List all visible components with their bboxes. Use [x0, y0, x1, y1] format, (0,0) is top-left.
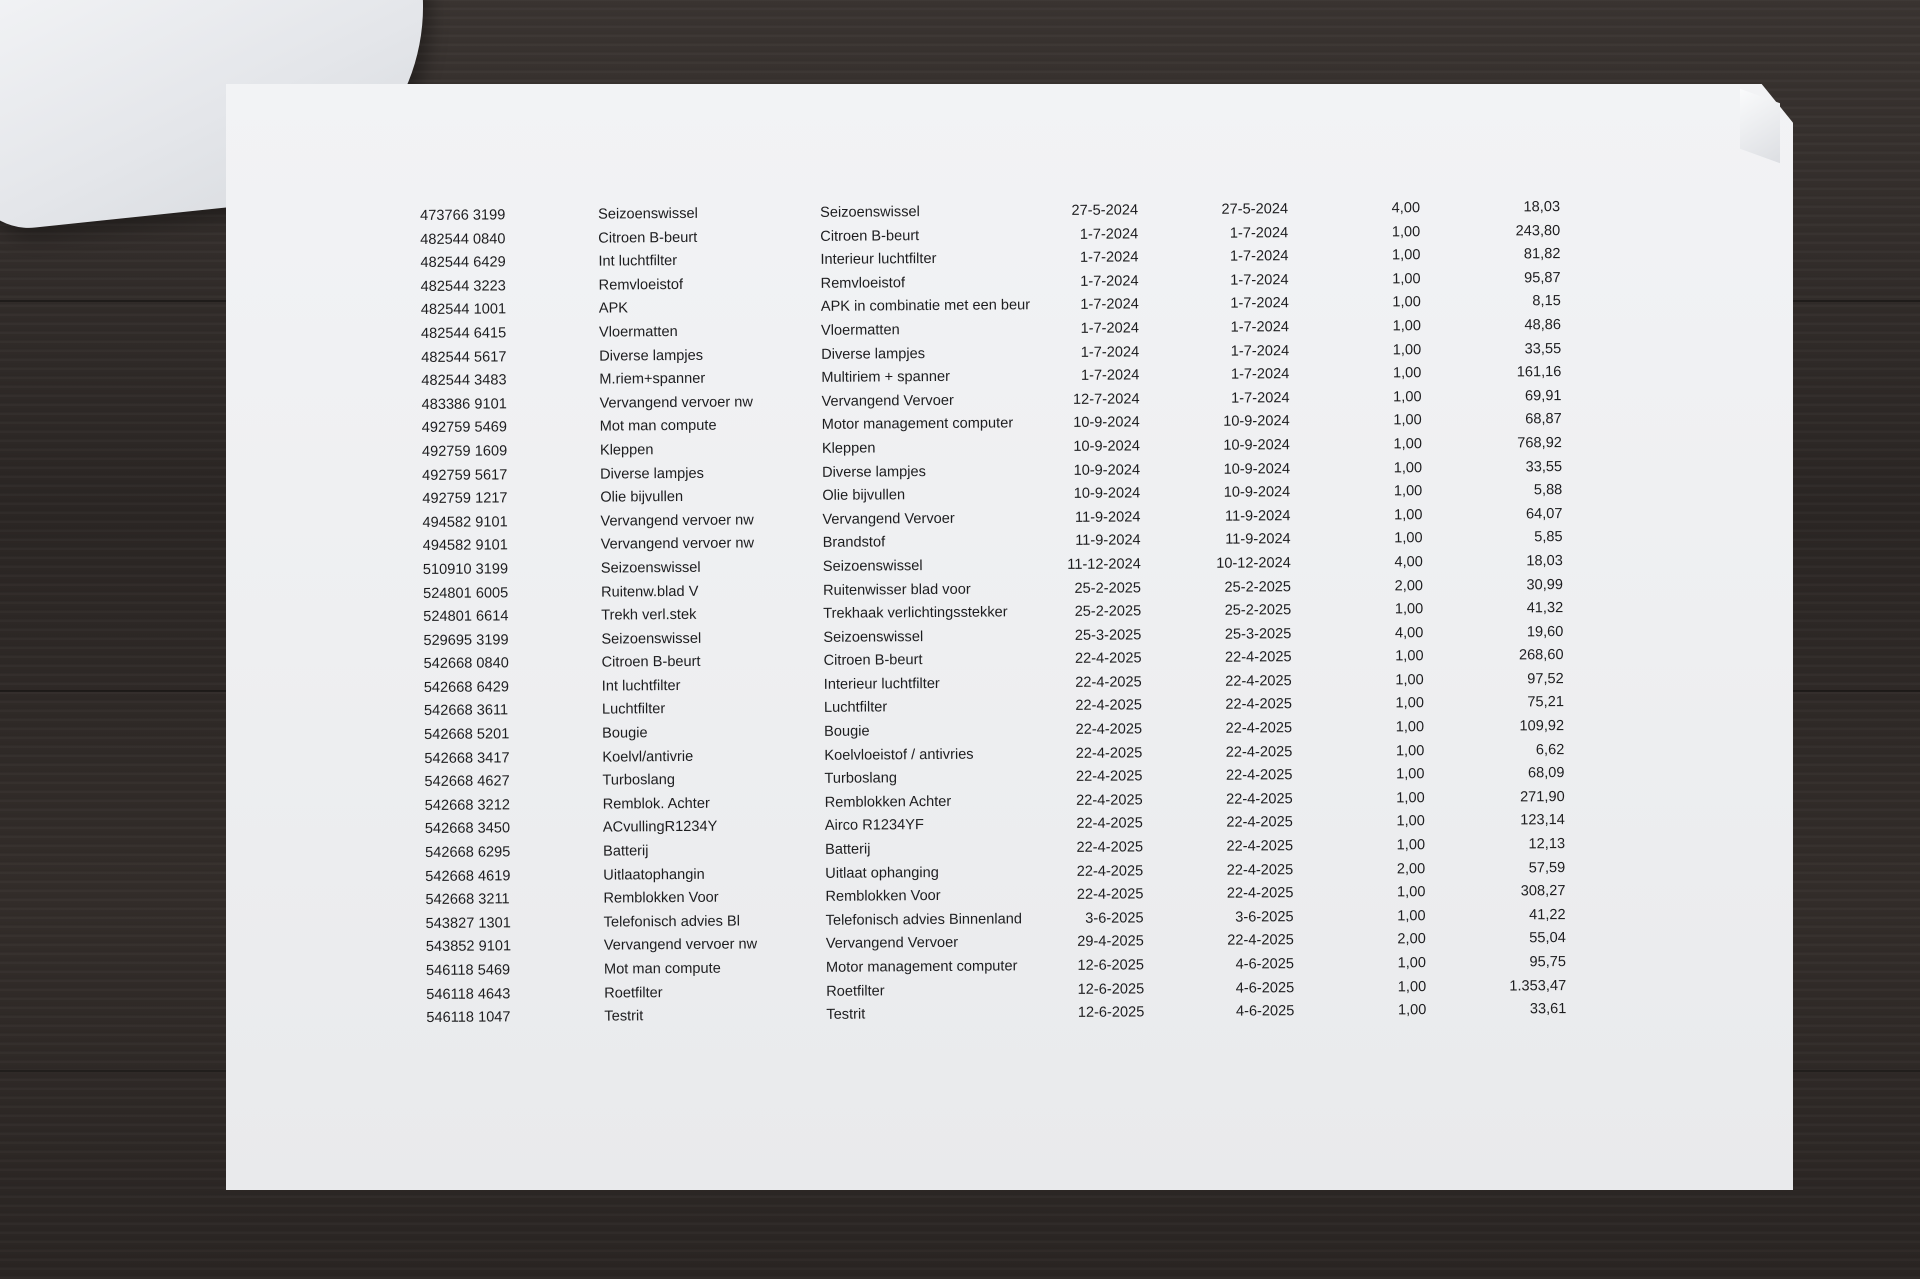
work-date: 10-9-2024 [1223, 460, 1291, 478]
invoice-date: 22-4-2025 [1075, 721, 1143, 738]
invoice-date: 29-4-2025 [1077, 933, 1144, 951]
amount: 95,87 [1524, 269, 1561, 287]
item-code: 492759 1217 [422, 490, 508, 508]
full-description: Remvloeistof [820, 274, 906, 292]
invoice-date: 1-7-2024 [1080, 320, 1140, 337]
short-description: Mot man compute [603, 960, 721, 978]
amount: 75,21 [1527, 694, 1564, 711]
quantity: 1,00 [1397, 955, 1427, 972]
work-date: 22-4-2025 [1226, 838, 1294, 855]
full-description: Airco R1234YF [824, 817, 924, 835]
short-description: Koelvl/antivrie [602, 748, 694, 766]
amount: 243,80 [1515, 222, 1561, 239]
short-description: Mot man compute [599, 418, 717, 435]
work-date: 25-2-2025 [1224, 602, 1292, 619]
amount: 97,52 [1527, 670, 1564, 688]
short-description: Vervangend vervoer nw [603, 936, 758, 954]
short-description: Vloermatten [598, 323, 678, 341]
full-description: Remblokken Voor [825, 888, 941, 906]
quantity: 4,00 [1391, 200, 1421, 217]
invoice-date: 1-7-2024 [1080, 367, 1140, 384]
amount: 68,87 [1525, 411, 1562, 428]
item-code: 492759 5469 [421, 419, 508, 437]
item-code: 482544 3483 [421, 372, 507, 390]
full-description: Trekhaak verlichtingsstekker [823, 604, 1008, 622]
quantity: 4,00 [1394, 554, 1423, 571]
item-code: 546118 4643 [426, 985, 511, 1003]
short-description: ACvullingR1234Y [602, 819, 718, 837]
invoice-date: 3-6-2025 [1085, 910, 1144, 927]
full-description: Turboslang [824, 770, 898, 788]
quantity: 1,00 [1392, 318, 1422, 335]
short-description: Int luchtfilter [601, 677, 681, 695]
quantity: 1,00 [1393, 506, 1423, 524]
full-description: Seizoenswissel [822, 557, 923, 575]
amount: 69,91 [1524, 387, 1562, 405]
amount: 123,14 [1520, 812, 1565, 829]
amount: 8,15 [1532, 293, 1561, 310]
item-code: 482544 6415 [420, 325, 507, 342]
work-date: 3-6-2025 [1235, 908, 1294, 926]
full-description: Interieur luchtfilter [823, 675, 940, 693]
invoice-date: 1-7-2024 [1080, 296, 1139, 314]
full-description: Multiriem + spanner [821, 368, 950, 387]
item-code: 524801 6614 [423, 608, 509, 626]
quantity: 1,00 [1392, 270, 1421, 288]
quantity: 2,00 [1396, 860, 1426, 877]
invoice-date: 22-4-2025 [1076, 792, 1143, 809]
amount: 41,32 [1526, 600, 1564, 617]
quantity: 1,00 [1394, 601, 1424, 618]
invoice-date: 22-4-2025 [1075, 768, 1143, 786]
full-description: Diverse lampjes [821, 345, 926, 363]
invoice-date: 22-4-2025 [1075, 697, 1143, 715]
work-date: 4-6-2025 [1235, 956, 1295, 973]
short-description: Ruitenw.blad V [600, 583, 699, 601]
amount: 33,61 [1529, 1001, 1567, 1018]
item-code: 482544 3223 [420, 278, 506, 295]
amount: 1.353,47 [1509, 977, 1567, 995]
invoice-date: 25-3-2025 [1074, 627, 1142, 644]
short-description: APK [598, 300, 629, 317]
short-description: Remblokken Voor [603, 889, 719, 907]
amount: 268,60 [1518, 647, 1564, 664]
work-date: 22-4-2025 [1225, 767, 1293, 784]
short-description: Vervangend vervoer nw [600, 512, 754, 530]
item-code: 542668 4627 [424, 773, 510, 791]
invoice-date: 1-7-2024 [1080, 343, 1140, 361]
full-description: APK in combinatie met een beur [820, 297, 1031, 316]
item-code: 483386 9101 [421, 396, 507, 413]
quantity: 1,00 [1393, 436, 1422, 453]
quantity: 1,00 [1393, 412, 1422, 429]
work-date: 1-7-2024 [1230, 366, 1290, 383]
full-description: Vloermatten [820, 322, 900, 339]
invoice-date: 10-9-2024 [1073, 461, 1141, 479]
item-code: 542668 3450 [424, 820, 511, 838]
invoice-date: 22-4-2025 [1076, 862, 1144, 880]
quantity: 1,00 [1394, 530, 1423, 547]
full-description: Vervangend Vervoer [825, 935, 959, 953]
full-description: Bougie [824, 723, 870, 740]
amount: 81,82 [1523, 246, 1561, 263]
quantity: 1,00 [1395, 648, 1424, 665]
full-description: Olie bijvullen [822, 487, 906, 504]
item-code: 492759 5617 [422, 466, 508, 484]
item-code: 494582 9101 [422, 537, 508, 555]
short-description: Vervangend vervoer nw [599, 394, 753, 412]
quantity: 4,00 [1394, 624, 1424, 642]
amount: 308,27 [1520, 883, 1566, 900]
item-code: 542668 6429 [423, 679, 510, 696]
invoice-date: 10-9-2024 [1073, 414, 1140, 432]
full-description: Koelvloeistof / antivries [824, 746, 974, 764]
short-description: Seizoenswissel [600, 559, 701, 577]
full-description: Diverse lampjes [822, 463, 926, 481]
full-description: Luchtfilter [823, 699, 888, 717]
work-date: 22-4-2025 [1226, 791, 1293, 808]
quantity: 1,00 [1395, 672, 1424, 689]
quantity: 2,00 [1397, 931, 1426, 948]
amount: 68,09 [1527, 765, 1565, 782]
quantity: 1,00 [1395, 742, 1425, 760]
short-description: Telefonisch advies Bl [603, 913, 740, 931]
invoice-date: 10-9-2024 [1073, 485, 1141, 502]
item-code: 543827 1301 [425, 915, 511, 932]
short-description: Citroen B-beurt [598, 229, 698, 247]
full-description: Citroen B-beurt [823, 652, 923, 670]
work-date: 1-7-2024 [1230, 271, 1289, 289]
amount: 271,90 [1519, 788, 1565, 806]
amount: 6,62 [1535, 741, 1565, 758]
amount: 95,75 [1529, 954, 1567, 971]
invoice-date: 22-4-2025 [1075, 674, 1142, 691]
short-description: Turboslang [602, 772, 676, 789]
invoice-date: 22-4-2025 [1074, 650, 1142, 668]
full-description: Interieur luchtfilter [820, 251, 937, 269]
amount: 768,92 [1517, 434, 1562, 452]
amount: 30,99 [1526, 576, 1564, 593]
full-description: Ruitenwisser blad voor [822, 581, 971, 599]
short-description: Citroen B-beurt [601, 654, 701, 671]
short-description: Roetfilter [604, 984, 663, 1002]
invoice-date: 12-7-2024 [1072, 391, 1140, 408]
item-code: 482544 6429 [420, 254, 506, 272]
quantity: 1,00 [1393, 459, 1423, 476]
amount: 12,13 [1528, 836, 1566, 853]
work-date: 22-4-2025 [1226, 814, 1293, 832]
work-date: 22-4-2025 [1225, 743, 1293, 761]
full-description: Testrit [826, 1006, 866, 1024]
amount: 48,86 [1524, 317, 1562, 334]
work-date: 1-7-2024 [1230, 295, 1289, 313]
invoice-date: 10-9-2024 [1073, 438, 1140, 455]
full-description: Kleppen [821, 440, 876, 457]
full-description: Telefonisch advies Binnenland [825, 911, 1023, 929]
invoice-date: 22-4-2025 [1076, 886, 1144, 904]
short-description: Uitlaatophangin [603, 866, 705, 884]
short-description: Seizoenswissel [598, 205, 698, 223]
item-code: 482544 0840 [420, 230, 506, 248]
work-date: 1-7-2024 [1229, 224, 1289, 242]
invoice-date: 22-4-2025 [1075, 745, 1143, 762]
invoice-date: 12-6-2025 [1077, 1004, 1145, 1022]
full-description: Batterij [825, 841, 871, 858]
full-description: Seizoenswissel [820, 204, 920, 221]
quantity: 1,00 [1395, 719, 1425, 736]
item-code: 542668 3211 [425, 891, 510, 909]
work-date: 1-7-2024 [1230, 342, 1290, 360]
short-description: Seizoenswissel [601, 630, 702, 648]
item-code: 542668 3212 [424, 797, 510, 814]
short-description: Diverse lampjes [600, 465, 704, 483]
amount: 57,59 [1528, 859, 1566, 876]
item-code: 510910 3199 [422, 561, 509, 578]
amount: 41,22 [1529, 906, 1566, 924]
quantity: 2,00 [1394, 577, 1424, 594]
invoice-date: 1-7-2024 [1080, 273, 1139, 290]
quantity: 1,00 [1396, 813, 1425, 830]
work-date: 1-7-2024 [1231, 389, 1290, 407]
invoice-date: 25-2-2025 [1074, 579, 1142, 597]
full-description: Roetfilter [826, 982, 885, 1000]
full-description: Motor management computer [825, 958, 1018, 976]
amount: 18,03 [1526, 552, 1563, 570]
item-code: 473766 3199 [420, 207, 506, 224]
quantity: 1,00 [1396, 789, 1425, 807]
item-code: 482544 1001 [420, 301, 507, 319]
short-description: M.riem+spanner [599, 370, 706, 388]
full-description: Vervangend Vervoer [821, 392, 954, 410]
ledger-table [420, 197, 1596, 1032]
quantity: 1,00 [1391, 247, 1421, 264]
item-code: 542668 4619 [425, 867, 511, 885]
item-code: 542668 5201 [424, 726, 510, 744]
short-description: Bougie [602, 725, 648, 742]
item-code: 529695 3199 [423, 632, 509, 649]
amount: 18,03 [1523, 199, 1561, 216]
short-description: Testrit [604, 1008, 644, 1025]
invoice-date: 11-12-2024 [1067, 556, 1141, 573]
invoice-date: 11-9-2024 [1074, 509, 1141, 526]
quantity: 1,00 [1396, 837, 1426, 854]
item-code: 543852 9101 [425, 938, 512, 956]
short-description: Trekh verl.stek [601, 606, 697, 624]
invoice-date: 22-4-2025 [1076, 815, 1143, 833]
work-date: 4-6-2025 [1235, 1003, 1295, 1020]
item-code: 542668 0840 [423, 655, 509, 673]
quantity: 1,00 [1397, 1002, 1427, 1019]
work-date: 22-4-2025 [1227, 932, 1294, 950]
quantity: 1,00 [1393, 483, 1423, 500]
quantity: 1,00 [1391, 223, 1421, 240]
quantity: 1,00 [1395, 695, 1425, 712]
invoice-date: 1-7-2024 [1079, 225, 1139, 243]
full-description: Uitlaat ophanging [825, 864, 939, 882]
amount: 5,88 [1533, 482, 1563, 499]
amount: 33,55 [1525, 458, 1563, 475]
quantity: 1,00 [1396, 766, 1425, 783]
work-date: 1-7-2024 [1230, 319, 1290, 336]
work-date: 25-3-2025 [1224, 625, 1292, 643]
full-description: Brandstof [822, 534, 886, 552]
short-description: Olie bijvullen [600, 489, 684, 506]
amount: 161,16 [1516, 364, 1562, 381]
full-description: Motor management computer [821, 415, 1014, 434]
short-description: Diverse lampjes [599, 347, 704, 365]
item-code: 494582 9101 [422, 514, 508, 531]
work-date: 11-9-2024 [1224, 507, 1291, 525]
invoice-date: 27-5-2024 [1071, 202, 1139, 219]
short-description: Luchtfilter [601, 701, 666, 719]
short-description: Int luchtfilter [598, 253, 678, 270]
item-code: 524801 6005 [422, 584, 509, 602]
item-code: 482544 5617 [421, 348, 507, 366]
short-description: Remblok. Achter [602, 795, 710, 813]
invoice-date: 25-2-2025 [1074, 603, 1142, 620]
full-description: Seizoenswissel [823, 628, 924, 646]
full-description: Remblokken Achter [824, 793, 952, 811]
invoice-date: 22-4-2025 [1076, 839, 1144, 856]
item-code: 492759 1609 [421, 443, 508, 460]
quantity: 1,00 [1397, 907, 1426, 925]
quantity: 1,00 [1393, 388, 1422, 406]
item-code: 546118 1047 [426, 1009, 511, 1027]
quantity: 1,00 [1396, 884, 1426, 901]
amount: 64,07 [1525, 505, 1563, 523]
work-date: 22-4-2025 [1225, 673, 1292, 690]
amount: 19,60 [1526, 623, 1564, 641]
work-date: 25-2-2025 [1224, 578, 1292, 596]
work-date: 22-4-2025 [1225, 696, 1293, 714]
invoice-date: 1-7-2024 [1079, 249, 1139, 267]
work-date: 10-12-2024 [1216, 555, 1291, 572]
work-date: 27-5-2024 [1221, 201, 1289, 218]
item-code: 542668 3417 [424, 749, 510, 767]
amount: 33,55 [1524, 340, 1562, 357]
full-description: Vervangend Vervoer [822, 510, 955, 528]
short-description: Remvloeistof [598, 276, 684, 294]
work-date: 1-7-2024 [1229, 248, 1289, 265]
amount: 5,85 [1534, 529, 1563, 546]
quantity: 1,00 [1392, 365, 1422, 382]
full-description: Citroen B-beurt [820, 227, 920, 245]
amount: 109,92 [1519, 718, 1565, 735]
invoice-date: 12-6-2025 [1077, 957, 1145, 974]
work-date: 22-4-2025 [1226, 861, 1294, 879]
item-code: 546118 5469 [425, 962, 511, 979]
work-date: 4-6-2025 [1235, 979, 1295, 997]
work-date: 22-4-2025 [1224, 649, 1292, 666]
work-date: 22-4-2025 [1226, 885, 1294, 902]
short-description: Batterij [603, 843, 649, 860]
short-description: Kleppen [599, 442, 654, 459]
work-date: 10-9-2024 [1223, 484, 1291, 501]
invoice-date: 12-6-2025 [1077, 980, 1145, 998]
work-date: 22-4-2025 [1225, 720, 1293, 737]
quantity: 1,00 [1392, 294, 1421, 311]
work-date: 10-9-2024 [1223, 437, 1290, 454]
amount: 55,04 [1529, 930, 1566, 947]
item-code: 542668 3611 [423, 702, 509, 720]
invoice-date: 11-9-2024 [1075, 532, 1141, 550]
item-code: 542668 6295 [425, 844, 511, 862]
work-date: 10-9-2024 [1223, 413, 1290, 431]
quantity: 1,00 [1392, 341, 1422, 358]
work-date: 11-9-2024 [1225, 531, 1291, 548]
short-description: Vervangend vervoer nw [600, 535, 755, 553]
quantity: 1,00 [1397, 978, 1427, 995]
